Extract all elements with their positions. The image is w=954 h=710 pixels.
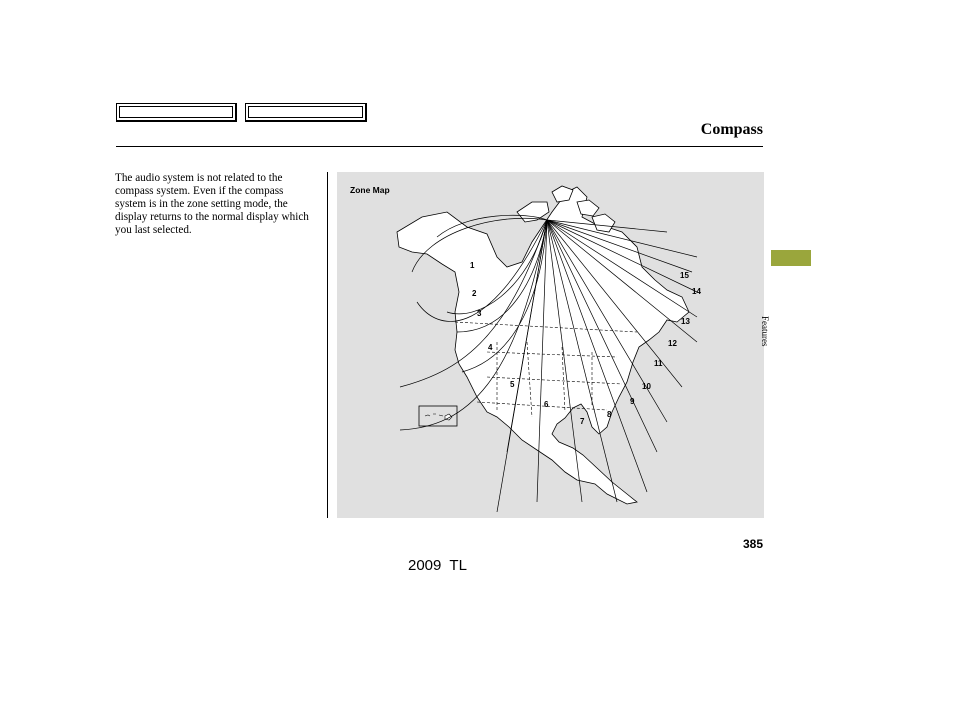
page-number: 385 (742, 537, 763, 551)
zone-label-12: 12 (668, 339, 677, 348)
nav-button-previous[interactable] (116, 103, 237, 122)
page-title: Compass (700, 121, 763, 138)
footer-model: 2009 TL (408, 557, 467, 574)
section-tab (771, 250, 811, 266)
zone-map-illustration (337, 172, 764, 518)
zone-map-figure (337, 172, 764, 518)
zone-label-3: 3 (477, 309, 482, 318)
zone-label-10: 10 (642, 382, 651, 391)
zone-label-14: 14 (692, 287, 701, 296)
zone-label-1: 1 (470, 261, 475, 270)
continent-outline (397, 187, 689, 504)
zone-label-5: 5 (510, 380, 515, 389)
zone-label-2: 2 (472, 289, 477, 298)
zone-label-4: 4 (488, 343, 493, 352)
zone-label-7: 7 (580, 417, 585, 426)
zone-label-11: 11 (654, 359, 663, 368)
nav-button-next[interactable] (245, 103, 367, 122)
zone-label-9: 9 (630, 397, 635, 406)
section-tab-label: Features (760, 316, 770, 347)
zone-label-8: 8 (607, 410, 612, 419)
body-paragraph: The audio system is not related to the compass system. Even if the compass system is in the zone setting mode, the display returns to the normal display which you last selected. (115, 172, 309, 237)
header-rule (116, 146, 763, 147)
column-divider (327, 172, 328, 518)
figure-label: Zone Map (350, 185, 390, 195)
zone-label-13: 13 (681, 317, 690, 326)
zone-label-15: 15 (680, 271, 689, 280)
hawaii-islands (425, 414, 452, 420)
zone-label-6: 6 (544, 400, 549, 409)
